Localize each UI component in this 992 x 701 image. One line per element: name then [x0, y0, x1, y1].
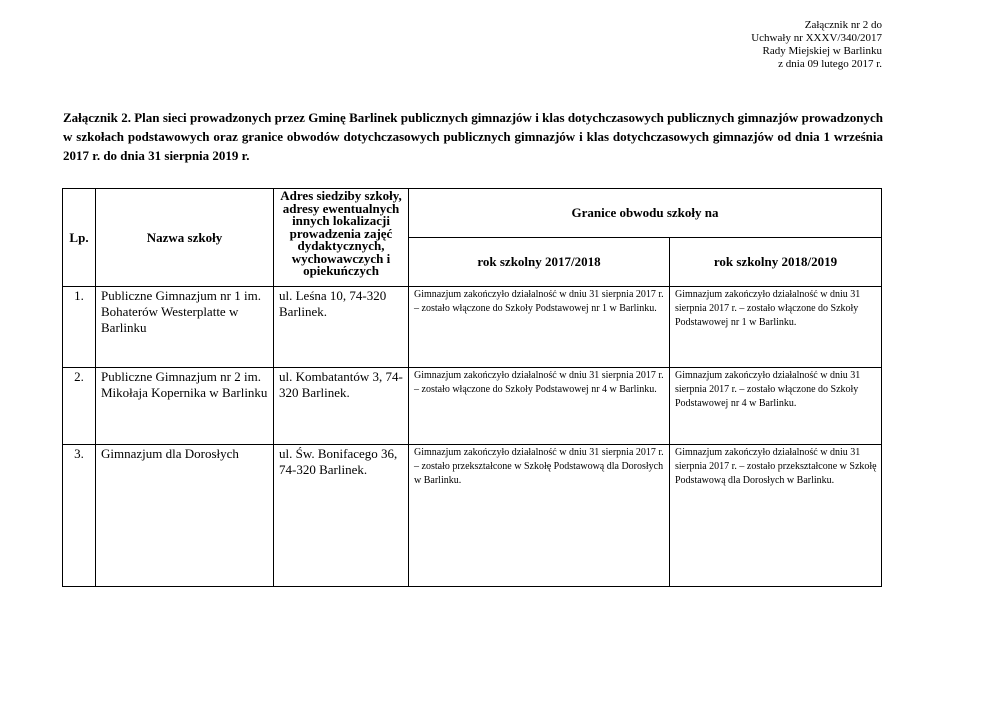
table-row	[63, 368, 882, 445]
header-line-2: Uchwały nr XXXV/340/2017	[751, 32, 882, 44]
attachment-header	[700, 19, 882, 71]
row-borders-2017-2018: Gimnazjum zakończyło działalność w dniu 31 sierpnia 2017 r. – zostało przekształcone w Szkołę Podstawową dla Dorosłych w Barlinku.	[409, 445, 670, 587]
header-borders: Granice obwodu szkoły na	[409, 189, 882, 238]
row-borders-2017-2018: Gimnazjum zakończyło działalność w dniu 31 sierpnia 2017 r. – zostało włączone do Szkoły Podstawowej nr 4 w Barlinku.	[409, 368, 670, 445]
header-lp: Lp.	[63, 189, 96, 287]
table-row	[63, 287, 882, 368]
header-line-3: Rady Miejskiej w Barlinku	[762, 45, 882, 57]
header-address: Adres siedziby szkoły, adresy ewentualnych innych lokalizacji prowadzenia zajęć dydaktycznych, wychowawczych i opiekuńczych	[274, 189, 409, 287]
row-address: ul. Leśna 10, 74-320 Barlinek.	[274, 287, 409, 368]
schools-table	[62, 188, 882, 587]
header-line-1: Załącznik nr 2 do	[804, 19, 882, 31]
row-school-name: Publiczne Gimnazjum nr 1 im. Bohaterów Westerplatte w Barlinku	[96, 287, 274, 368]
header-year-2018-2019: rok szkolny 2018/2019	[670, 238, 882, 287]
header-school-name: Nazwa szkoły	[96, 189, 274, 287]
table-header-row	[63, 189, 882, 238]
header-line-4: z dnia 09 lutego 2017 r.	[778, 58, 882, 70]
row-lp: 2.	[63, 368, 96, 445]
header-year-2017-2018: rok szkolny 2017/2018	[409, 238, 670, 287]
row-borders-2018-2019: Gimnazjum zakończyło działalność w dniu 31 sierpnia 2017 r. – zostało przekształcone w Szkołę Podstawową dla Dorosłych w Barlinku.	[670, 445, 882, 587]
row-borders-2018-2019: Gimnazjum zakończyło działalność w dniu 31 sierpnia 2017 r. – zostało włączone do Szkoły Podstawowej nr 1 w Barlinku.	[670, 287, 882, 368]
row-borders-2018-2019: Gimnazjum zakończyło działalność w dniu 31 sierpnia 2017 r. – zostało włączone do Szkoły Podstawowej nr 4 w Barlinku.	[670, 368, 882, 445]
row-school-name: Publiczne Gimnazjum nr 2 im. Mikołaja Kopernika w Barlinku	[96, 368, 274, 445]
table-row	[63, 445, 882, 587]
row-address: ul. Św. Bonifacego 36, 74-320 Barlinek.	[274, 445, 409, 587]
row-school-name: Gimnazjum dla Dorosłych	[96, 445, 274, 587]
document-title: Załącznik 2. Plan sieci prowadzonych przez Gminę Barlinek publicznych gimnazjów i klas dotychczasowych publicznych gimnazjów prowadzonych w szkołach podstawowych oraz granice obwodów dotychczasowych publicznych gimnazjów i klas dotychczasowych gimnazjów od dnia 1 września 2017 r. do dnia 31 sierpnia 2019 r.	[63, 110, 883, 163]
row-borders-2017-2018: Gimnazjum zakończyło działalność w dniu 31 sierpnia 2017 r. – zostało włączone do Szkoły Podstawowej nr 1 w Barlinku.	[409, 287, 670, 368]
row-lp: 3.	[63, 445, 96, 587]
row-lp: 1.	[63, 287, 96, 368]
row-address: ul. Kombatantów 3, 74-320 Barlinek.	[274, 368, 409, 445]
